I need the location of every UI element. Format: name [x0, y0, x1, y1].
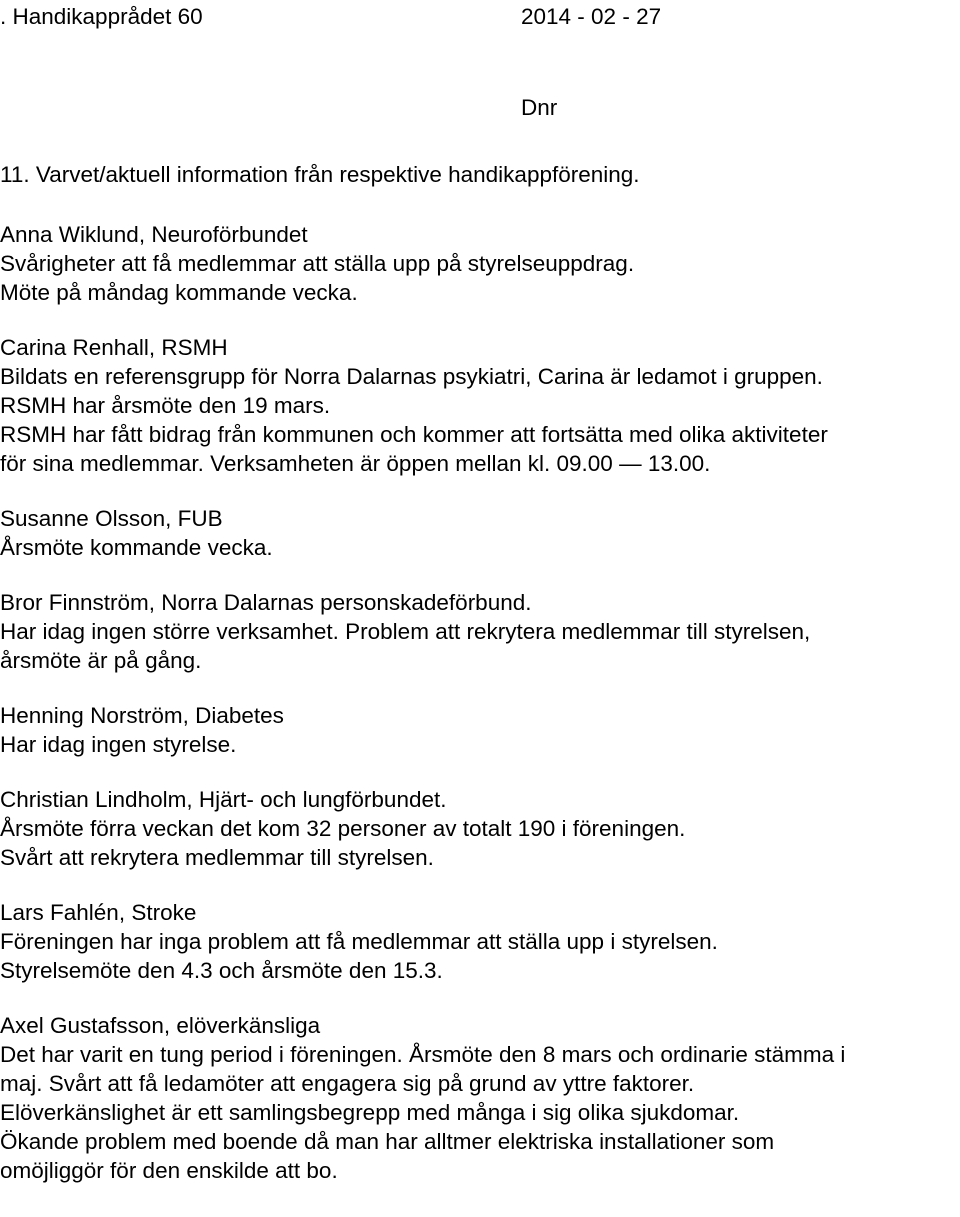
entry-text: Det har varit en tung period i föreningen. Årsmöte den 8 mars och ordinarie stämma i [0, 1042, 846, 1067]
entry-text: Har idag ingen större verksamhet. Problem att rekrytera medlemmar till styrelsen, [0, 619, 811, 644]
document-header [0, 2, 960, 31]
entry-heading: Bror Finnström, Norra Dalarnas personskadeförbund. [0, 590, 532, 615]
entry-text: maj. Svårt att få ledamöter att engagera sig på grund av yttre faktorer. [0, 1071, 695, 1096]
document-date: 2014 - 02 - 27 [521, 4, 662, 29]
entry-heading: Henning Norström, Diabetes [0, 703, 284, 728]
entry-text: Ökande problem med boende då man har alltmer elektriska installationer som [0, 1129, 775, 1154]
entry-rsmh [0, 333, 960, 478]
entry-heading: Lars Fahlén, Stroke [0, 900, 197, 925]
entry-text: Styrelsemöte den 4.3 och årsmöte den 15.3. [0, 958, 443, 983]
entry-text: för sina medlemmar. Verksamheten är öppen mellan kl. 09.00 — 13.00. [0, 451, 711, 476]
entry-personskadeforbund [0, 588, 960, 675]
entry-neuroforbundet [0, 220, 960, 307]
entry-text: Årsmöte kommande vecka. [0, 535, 273, 560]
entry-text: Möte på måndag kommande vecka. [0, 280, 358, 305]
entry-text: årsmöte är på gång. [0, 648, 202, 673]
dnr-label: Dnr [521, 95, 558, 120]
entry-heading: Axel Gustafsson, elöverkänsliga [0, 1013, 321, 1038]
entry-diabetes [0, 701, 960, 759]
document-title: . Handikapprådet 60 [0, 4, 203, 29]
entry-heading: Susanne Olsson, FUB [0, 506, 223, 531]
entry-text: Årsmöte förra veckan det kom 32 personer av totalt 190 i föreningen. [0, 816, 686, 841]
entry-hjart-lungforbundet [0, 785, 960, 872]
entry-heading: Christian Lindholm, Hjärt- och lungförbundet. [0, 787, 447, 812]
entry-text: Har idag ingen styrelse. [0, 732, 237, 757]
entry-fub [0, 504, 960, 562]
entry-heading: Carina Renhall, RSMH [0, 335, 228, 360]
entry-text: Elöverkänslighet är ett samlingsbegrepp med många i sig olika sjukdomar. [0, 1100, 740, 1125]
agenda-item-heading: 11. Varvet/aktuell information från respektive handikappförening. [0, 162, 640, 187]
entry-text: Svårt att rekrytera medlemmar till styrelsen. [0, 845, 434, 870]
entry-stroke [0, 898, 960, 985]
entries-list [0, 220, 960, 1211]
entry-text: RSMH har årsmöte den 19 mars. [0, 393, 331, 418]
entry-text: omöjliggör för den enskilde att bo. [0, 1158, 338, 1183]
entry-text: Föreningen har inga problem att få medlemmar att ställa upp i styrelsen. [0, 929, 718, 954]
entry-heading: Anna Wiklund, Neuroförbundet [0, 222, 308, 247]
entry-text: Svårigheter att få medlemmar att ställa upp på styrelseuppdrag. [0, 251, 635, 276]
entry-text: RSMH har fått bidrag från kommunen och kommer att fortsätta med olika aktiviteter [0, 422, 828, 447]
entry-text: Bildats en referensgrupp för Norra Dalarnas psykiatri, Carina är ledamot i gruppen. [0, 364, 823, 389]
entry-eloverkansliga [0, 1011, 960, 1185]
